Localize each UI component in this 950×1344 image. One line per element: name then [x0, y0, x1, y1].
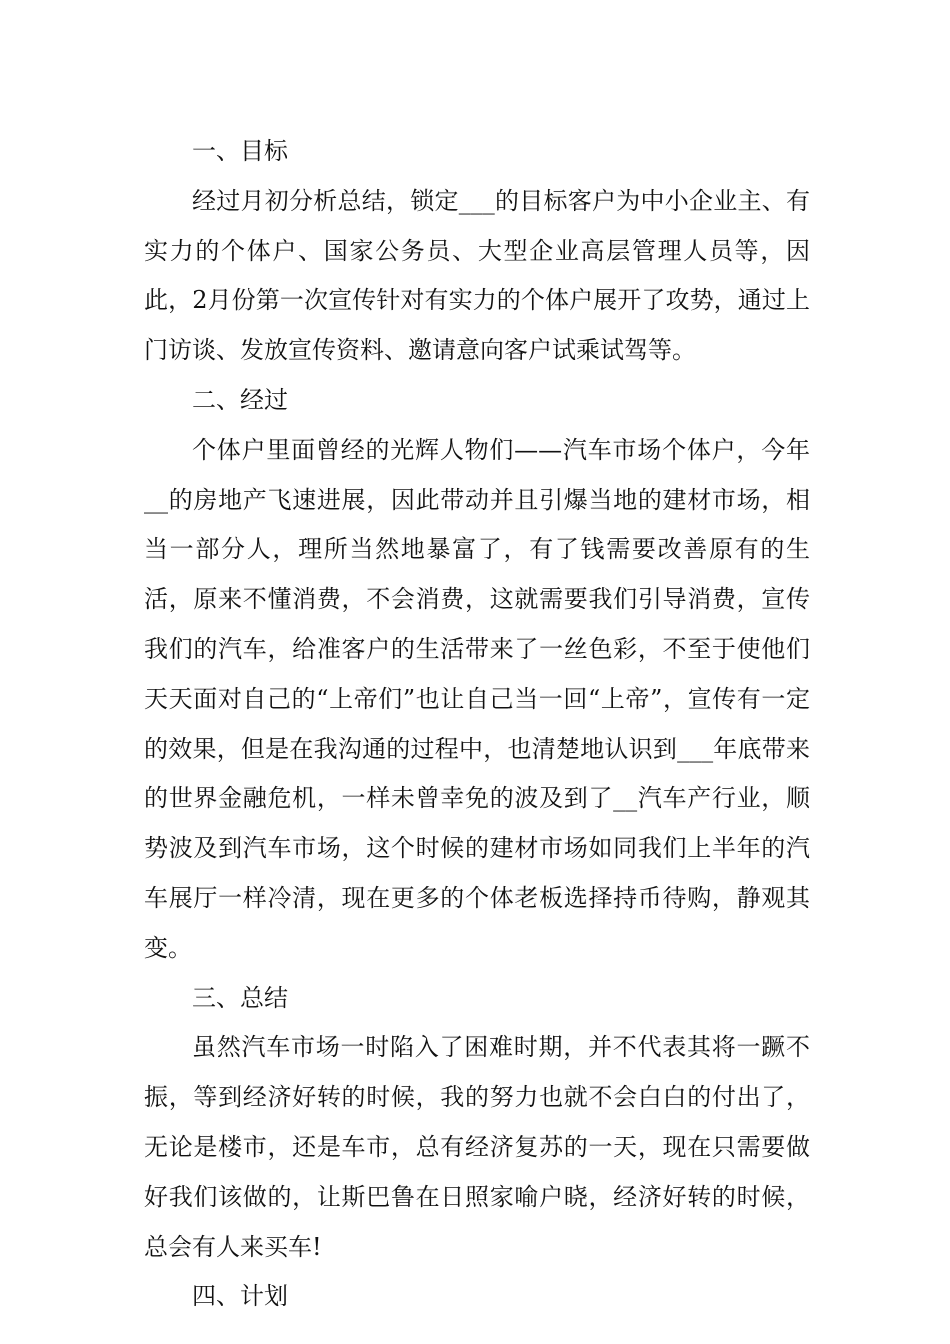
section-heading: 二、经过 [192, 385, 288, 414]
section-paragraph: 经过月初分析总结，锁定___的目标客户为中小企业主、有实力的个体户、国家公务员、大型企业高层管理人员等，因此，2月份第一次宣传针对有实力的个体户展开了攻势，通过上门访谈、发放宣传资料、邀请意向客户试乘试驾等。 [144, 186, 810, 365]
section-paragraph: 虽然汽车市场一时陷入了困难时期，并不代表其将一蹶不振，等到经济好转的时候，我的努力也就不会白白的付出了，无论是楼市，还是车市，总有经济复苏的一天，现在只需要做好我们该做的，让斯巴鲁在日照家喻户晓，经济好转的时候，总会有人来买车! [144, 1033, 810, 1261]
section-plan [144, 1272, 810, 1322]
section-goal [144, 127, 810, 376]
section-heading: 一、目标 [192, 137, 288, 165]
section-heading: 四、计划 [192, 1282, 288, 1311]
section-process [144, 376, 810, 974]
section-summary [144, 974, 810, 1273]
section-paragraph: 个体户里面曾经的光辉人物们——汽车市场个体户，今年__的房地产飞速进展，因此带动并且引爆当地的建材市场，相当一部分人，理所当然地暴富了，有了钱需要改善原有的生活，原来不懂消费，不会消费，这就需要我们引导消费，宣传我们的汽车，给准客户的生活带来了一丝色彩，不至于使他们天天面对自己的“上帝们”也让自己当一回“上帝”，宣传有一定的效果，但是在我沟通的过程中，也清楚地认识到___年底带来的世界金融危机，一样未曾幸免的波及到了__汽车产行业，顺势波及到汽车市场，这个时候的建材市场如同我们上半年的汽车展厅一样冷清，现在更多的个体老板选择持币待购，静观其变。 [144, 435, 810, 962]
document-body [144, 127, 810, 1322]
section-heading: 三、总结 [192, 983, 288, 1012]
